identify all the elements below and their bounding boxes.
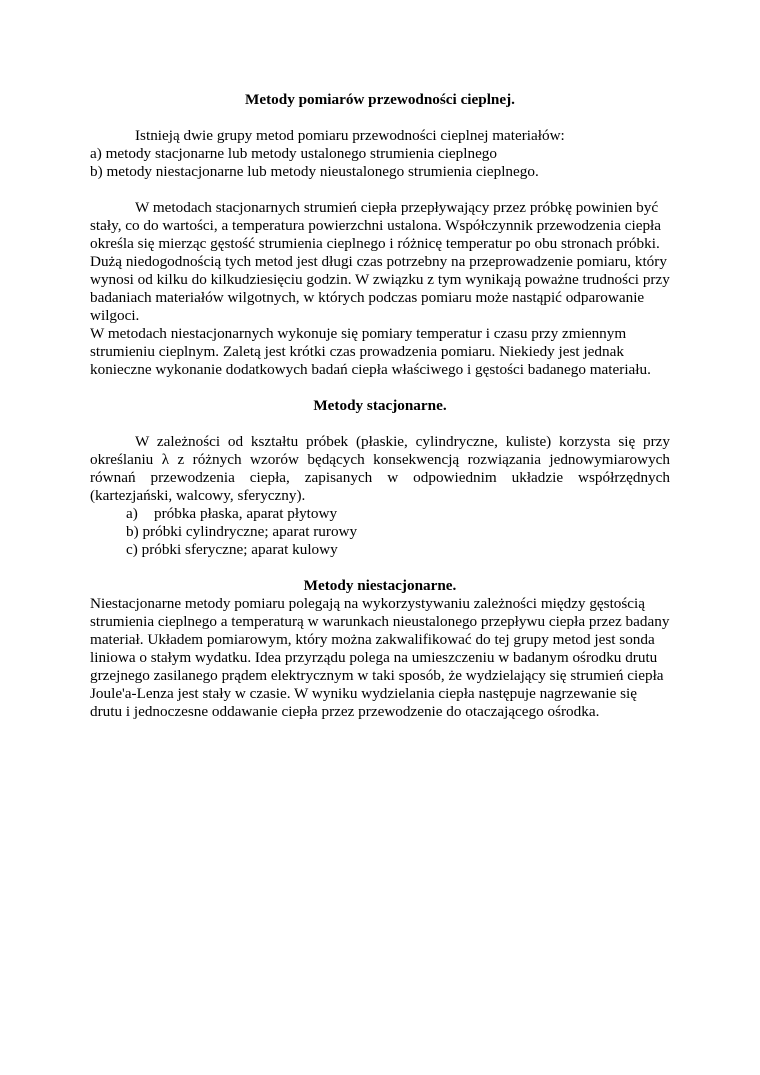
intro-lead: Istnieją dwie grupy metod pomiaru przewodności cieplnej materiałów: bbox=[135, 127, 565, 144]
intro-group-a: a) metody stacjonarne lub metody ustalonego strumienia cieplnego bbox=[90, 145, 497, 162]
list-item: c) próbki sferyczne; aparat kulowy bbox=[126, 541, 338, 558]
section-stationary-text: W zależności od kształtu próbek (płaskie, cylindryczne, kuliste) korzysta się przy określaniu λ z różnych wzorów będących konsekwencją rozwiązania jednowymiarowych równań przewodzenia ciepła, zapisanych w odpowiednim układzie współrzędnych (kartezjański, walcowy, sferyczny). bbox=[90, 433, 670, 504]
section-heading-stationary: Metody stacjonarne. bbox=[313, 397, 447, 414]
list-item-text: próbka płaska, aparat płytowy bbox=[154, 505, 338, 522]
document-title: Metody pomiarów przewodności cieplnej. bbox=[245, 91, 515, 108]
section-heading-nonstationary: Metody niestacjonarne. bbox=[303, 577, 457, 594]
paragraph-stationary: W metodach stacjonarnych strumień ciepła przepływający przez próbkę powinien być stały, co do wartości, a temperatura powierzchni ustalona. Współczynnik przewodzenia ciepła określa się mierząc gęstość strumienia cieplnego i różnicę temperatur po obu stronach próbki. Dużą niedogodnością tych metod jest długi czas potrzebny na przeprowadzenie pomiaru, który wynosi od kilku do kilkudziesięciu godzin. W związku z tym wynikają poważne trudności przy badaniach materiałów wilgotnych, w których podczas pomiaru może nastąpić odparowanie wilgoci. bbox=[90, 199, 670, 324]
list-item: b) próbki cylindryczne; aparat rurowy bbox=[126, 523, 358, 540]
document-body bbox=[90, 91, 670, 721]
intro-group-b: b) metody niestacjonarne lub metody nieustalonego strumienia cieplnego. bbox=[90, 163, 539, 180]
section-nonstationary-text: Niestacjonarne metody pomiaru polegają na wykorzystywaniu zależności między gęstością strumienia cieplnego a temperaturą w warunkach nieustalonego przepływu ciepła przez badany materiał. Układem pomiarowym, który można zakwalifikować do tej grupy metod jest sonda liniowa o stałym wydatku. Idea przyrządu polega na umieszczeniu w badanym ośrodku drutu grzejnego zasilanego prądem elektrycznym w taki sposób, że wydzielający się strumień ciepła Joule'a-Lenza jest stały w czasie. W wyniku wydzielania ciepła następuje nagrzewanie się drutu i jednoczesne oddawanie ciepła przez przewodzenie do otaczającego ośrodka. bbox=[90, 595, 670, 720]
paragraph-nonstationary: W metodach niestacjonarnych wykonuje się pomiary temperatur i czasu przy zmiennym strumieniu cieplnym. Zaletą jest krótki czas prowadzenia pomiaru. Niekiedy jest jednak konieczne wykonanie dodatkowych badań ciepła właściwego i gęstości badanego materiału. bbox=[90, 325, 651, 378]
list-item-marker: a) bbox=[126, 505, 138, 522]
stationary-methods-list bbox=[90, 505, 670, 559]
list-item bbox=[90, 505, 670, 523]
